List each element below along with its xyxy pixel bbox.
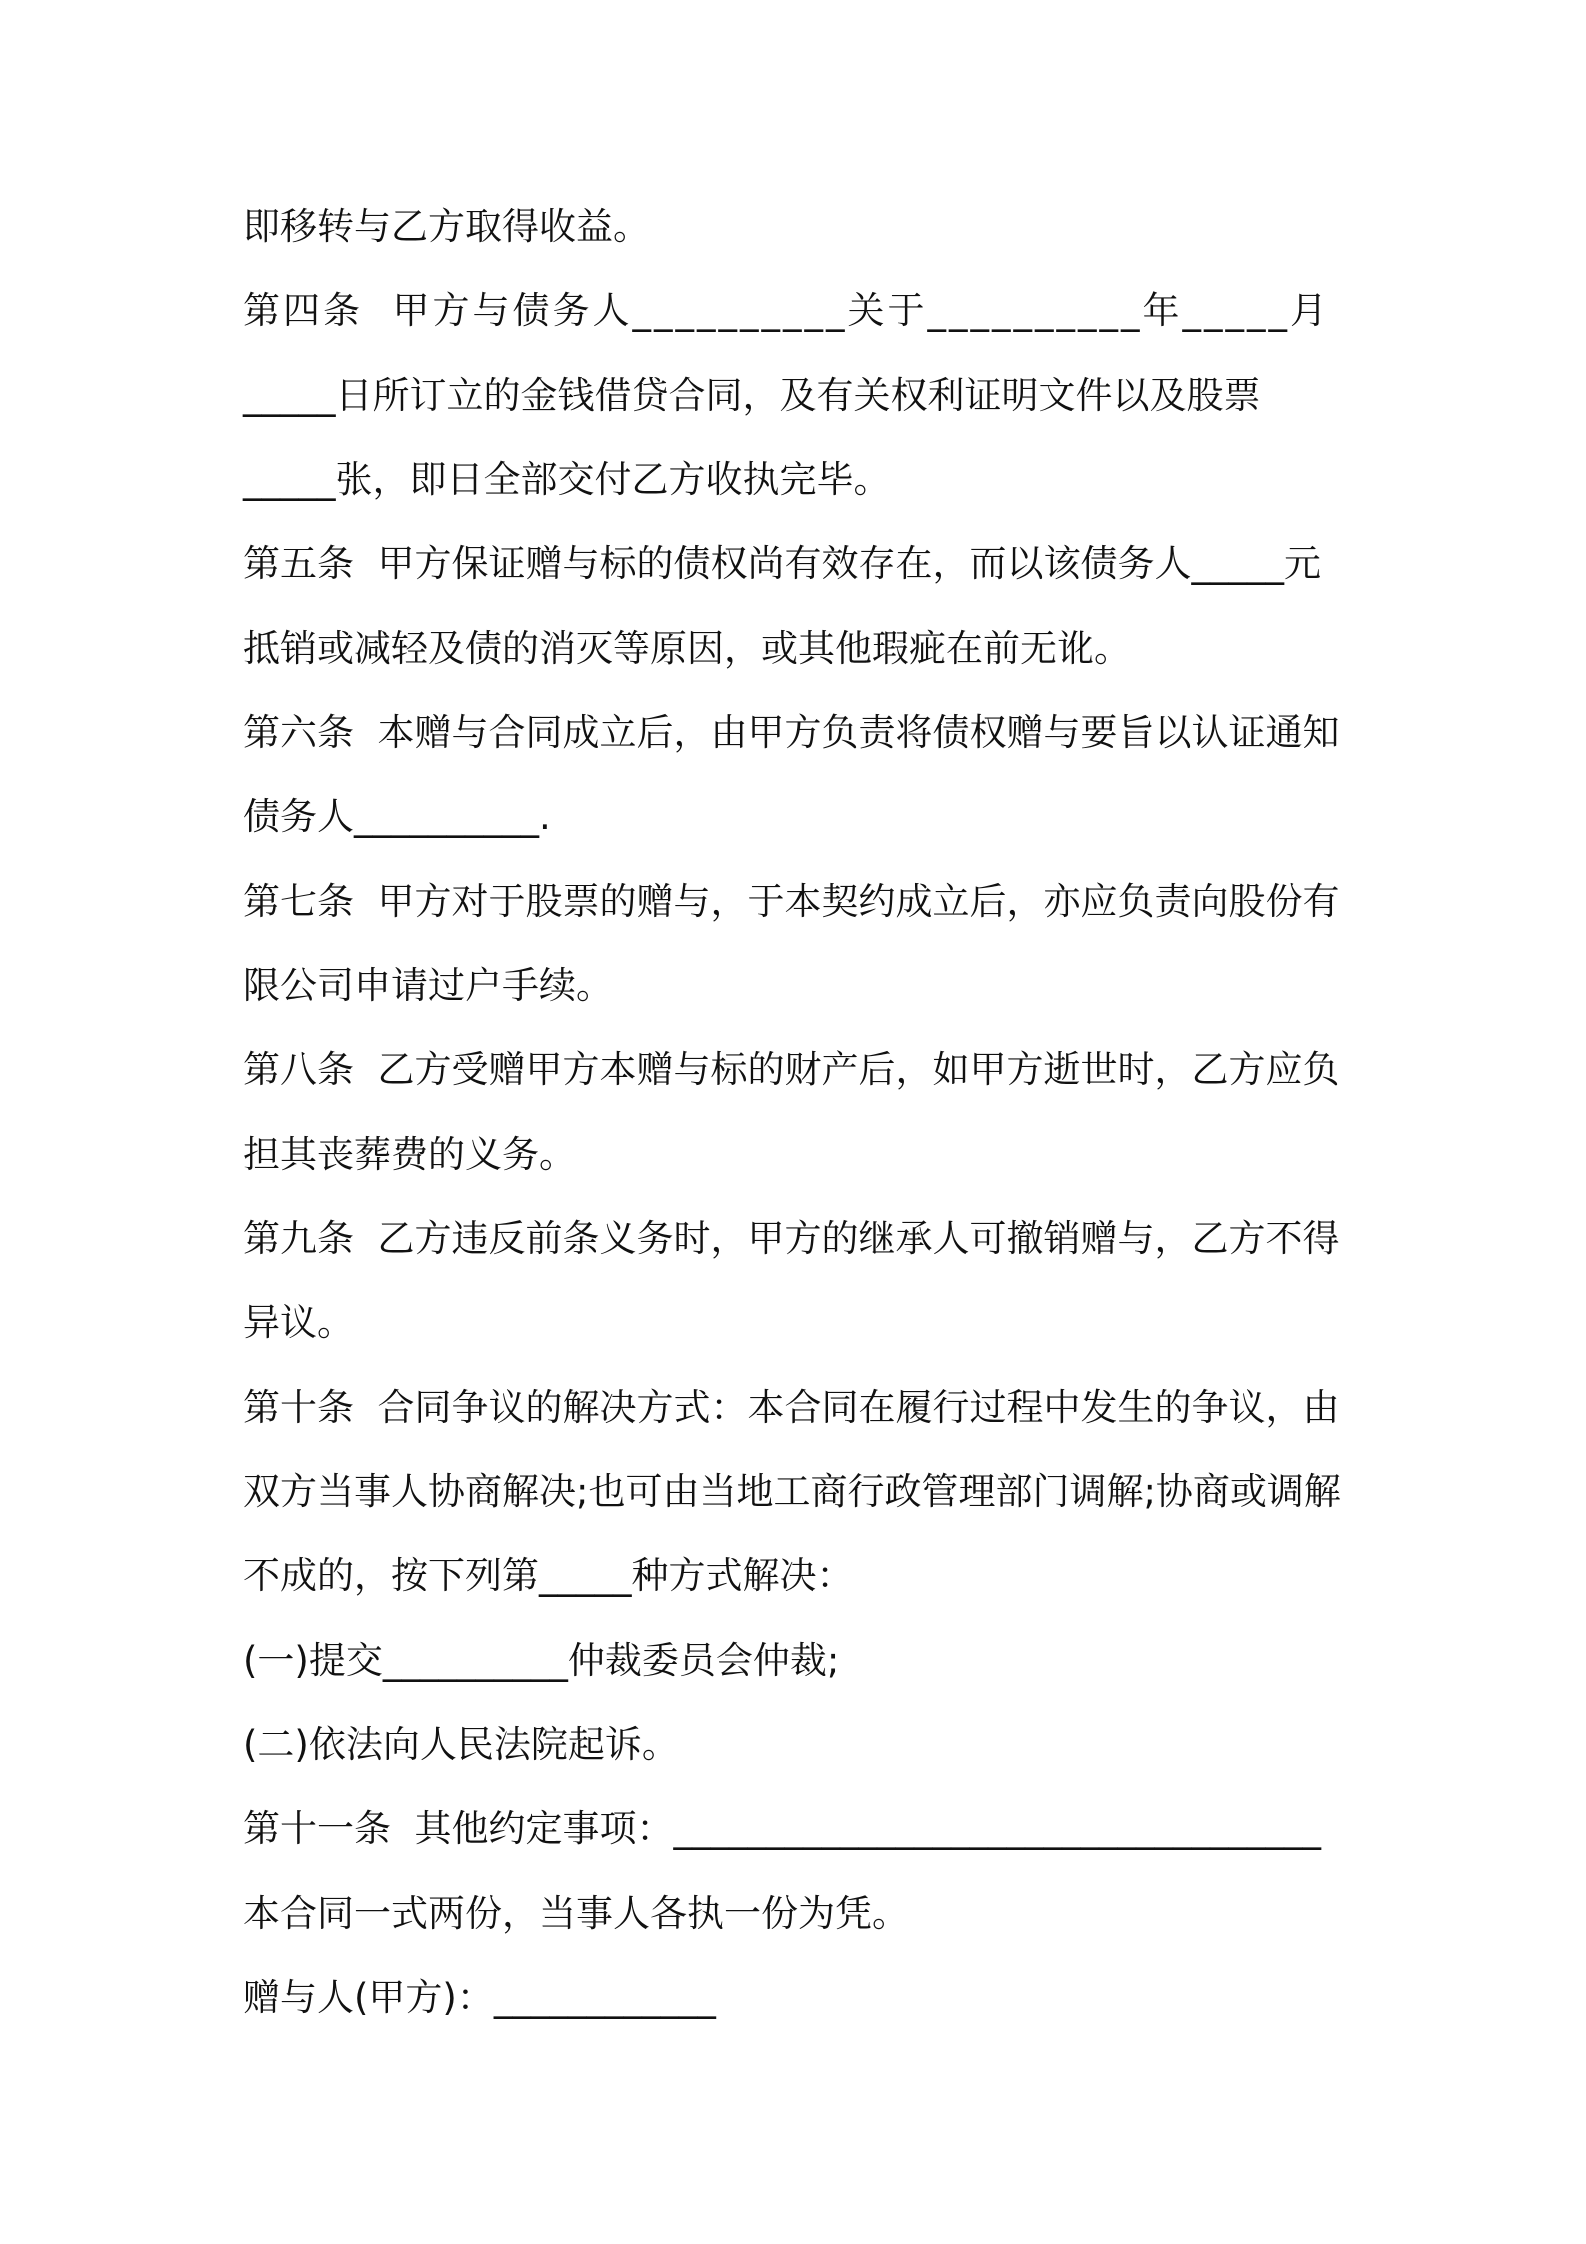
article-6-line-2: 债务人__________. (243, 795, 551, 838)
article-10-line-2: 双方当事人协商解决;也可由当地工商行政管理部门调解;协商或调解 (243, 1470, 1341, 1513)
article-10-line-1: 第十条 合同争议的解决方式：本合同在履行过程中发生的争议，由 (243, 1386, 1340, 1429)
text-line: 即移转与乙方取得收益。 (243, 205, 650, 248)
article-5-line-2: 抵销或减轻及债的消灭等原因，或其他瑕疵在前无讹。 (243, 627, 1131, 670)
article-9-line-1: 第九条 乙方违反前条义务时，甲方的继承人可撤销赠与，乙方不得 (243, 1217, 1340, 1260)
dispute-option-2: (二)依法向人民法院起诉。 (243, 1723, 679, 1766)
article-8-line-2: 担其丧葬费的义务。 (243, 1133, 576, 1176)
article-7-line-1: 第七条 甲方对于股票的赠与，于本契约成立后，亦应负责向股份有 (243, 880, 1340, 923)
article-9-line-2: 异议。 (243, 1301, 354, 1344)
dispute-option-1: (一)提交__________仲裁委员会仲裁; (243, 1639, 840, 1682)
article-8-line-1: 第八条 乙方受赠甲方本赠与标的财产后，如甲方逝世时，乙方应负 (243, 1048, 1340, 1091)
article-10-line-3: 不成的，按下列第_____种方式解决： (243, 1554, 854, 1597)
copies-statement: 本合同一式两份，当事人各执一份为凭。 (243, 1892, 909, 1935)
article-6-line-1: 第六条 本赠与合同成立后，由甲方负责将债权赠与要旨以认证通知 (243, 711, 1340, 754)
article-11-line: 第十一条 其他约定事项：___________________________________ (243, 1807, 1322, 1850)
article-7-line-2: 限公司申请过户手续。 (243, 964, 613, 1007)
article-4-line-3: _____张，即日全部交付乙方收执完毕。 (243, 458, 891, 501)
donor-signature-line: 赠与人(甲方)：____________ (243, 1976, 716, 2019)
article-5-line-1: 第五条 甲方保证赠与标的债权尚有效存在，而以该债务人_____元 (243, 542, 1322, 585)
article-4-line-2: _____日所订立的金钱借贷合同，及有关权利证明文件以及股票 (243, 374, 1261, 417)
article-4-line-1: 第四条 甲方与债务人__________关于__________年_____月 (243, 289, 1331, 332)
